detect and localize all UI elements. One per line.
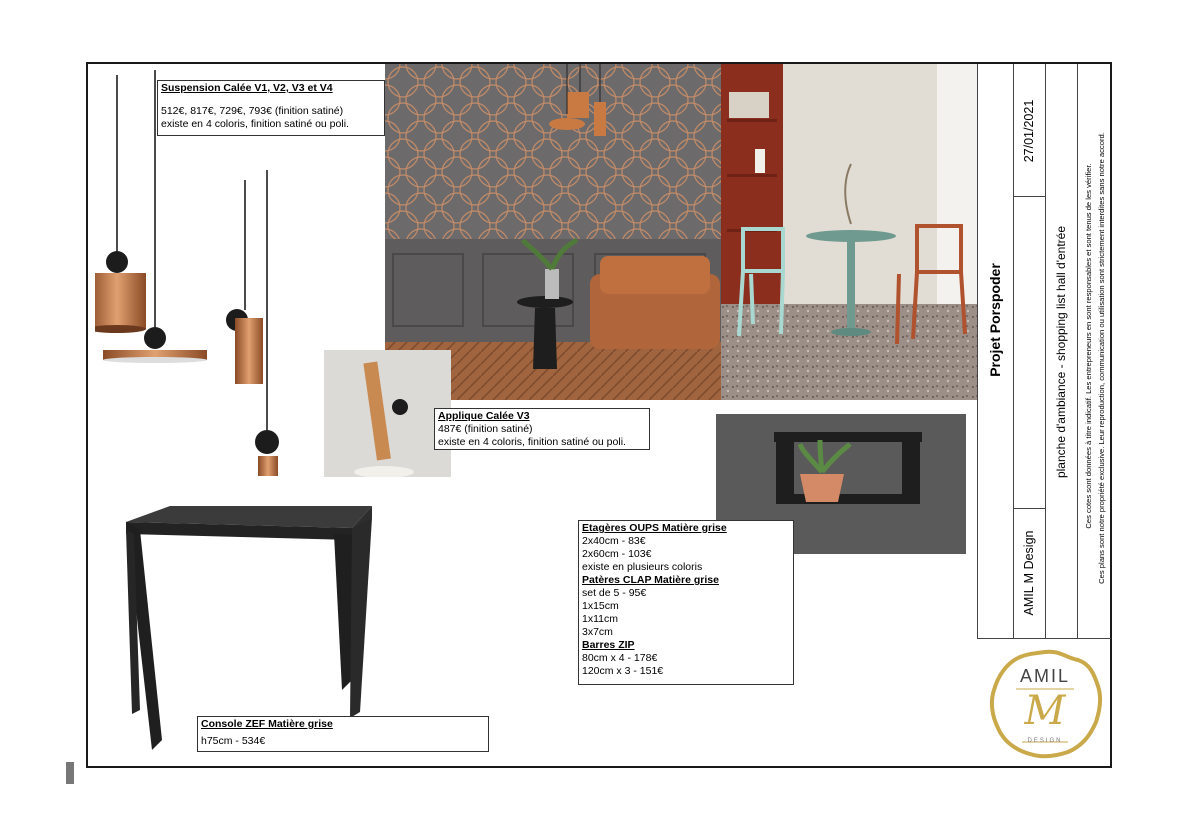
barres-line-2: 120cm x 3 - 151€ [582,665,664,677]
date: 27/01/2021 [1022,99,1036,163]
suspension-price: 512€, 817€, 729€, 793€ (finition satiné) [161,105,344,117]
suspension-label [157,80,385,136]
etageres-title: Etagères OUPS Matière grise [582,522,727,534]
logo-monogram: M [1024,688,1066,734]
logo-word: AMIL [1019,666,1070,686]
console-label [197,716,489,752]
info-divider [1013,196,1045,197]
applique-title: Applique Calée V3 [438,410,530,422]
suspension-colors: existe en 4 coloris, finition satiné ou poli. [161,118,349,130]
console-price: h75cm - 534€ [201,735,266,747]
disclaimer-line-1: Ces cotes sont données à titre indicatif. Les entrepreneurs en sont responsables et sont tenus de les vérifier. [1084,163,1093,529]
pateres-line-2: 1x15cm [582,600,619,612]
applique-label [434,408,650,450]
barres-line-1: 80cm x 4 - 178€ [582,652,658,664]
etageres-line-1: 2x40cm - 83€ [582,535,646,547]
console-title: Console ZEF Matière grise [201,718,333,730]
applique-price: 487€ (finition satiné) [438,423,533,435]
wall-lamp-photo [324,350,451,477]
pateres-line-3: 1x11cm [582,613,618,625]
etageres-line-3: existe en plusieurs coloris [582,561,703,573]
board-subtitle: planche d'ambiance - shopping list hall d'entrée [1054,225,1068,479]
page-corner-mark [66,762,74,784]
barres-title: Barres ZIP [582,639,635,651]
sidebar-bottom-rule [977,638,1111,639]
etageres-line-2: 2x60cm - 103€ [582,548,652,560]
dining-room-photo [721,64,977,400]
shelves-label [578,520,794,685]
designer-name: AMIL M Design [1022,530,1036,616]
disclaimer-line-2: Ces plans sont notre propriété exclusive. Leur reproduction, communication ou utilisation sont strictement interdites sans notre accord. [1097,132,1106,584]
pateres-line-1: set de 5 - 95€ [582,587,647,599]
logo-subword: DESIGN [1027,738,1063,744]
applique-colors: existe en 4 coloris, finition satiné ou poli. [438,436,626,448]
project-title: Projet Porspoder [987,263,1003,377]
suspension-title: Suspension Calée V1, V2, V3 et V4 [161,82,333,94]
info-divider-2 [1013,508,1045,509]
pateres-title: Patères CLAP Matière grise [582,574,719,586]
pateres-line-4: 3x7cm [582,626,613,638]
